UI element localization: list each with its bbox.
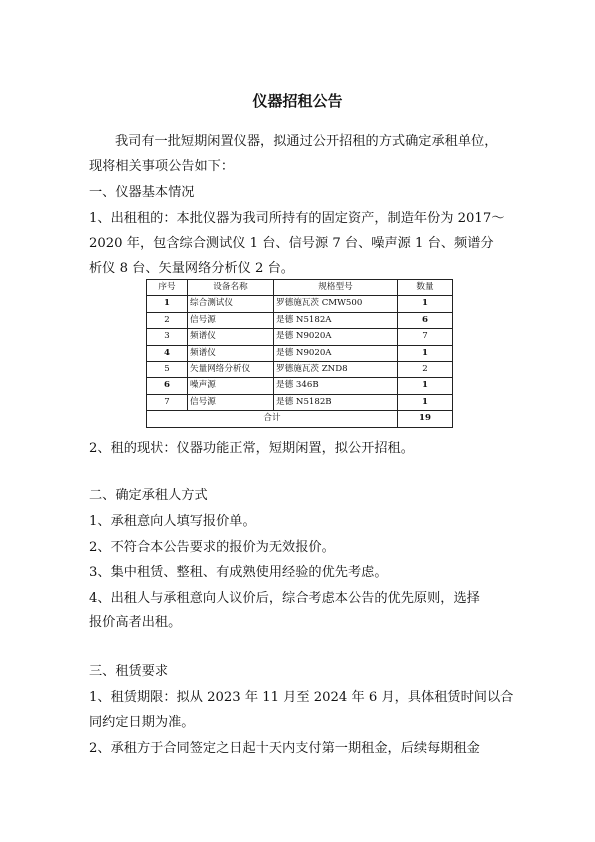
cell-qty: 1 bbox=[398, 394, 453, 410]
cell-name: 噪声源 bbox=[188, 378, 274, 394]
cell-no: 1 bbox=[147, 296, 188, 312]
table-row bbox=[147, 362, 453, 378]
table-row bbox=[147, 312, 453, 328]
cell-name: 矢量网络分析仪 bbox=[188, 362, 274, 378]
table-row bbox=[147, 378, 453, 394]
cell-model: 是德 N5182B bbox=[274, 394, 398, 410]
cell-model: 是德 N9020A bbox=[274, 345, 398, 361]
cell-name: 综合测试仪 bbox=[188, 296, 274, 312]
section3-item1-line1: 1、租赁期限：拟从 2023 年 11 月至 2024 年 6 月，具体租赁时间以合 bbox=[89, 690, 514, 705]
cell-qty: 1 bbox=[398, 378, 453, 394]
section2-item3: 3、集中租赁、整租、有成熟使用经验的优先考虑。 bbox=[89, 565, 388, 580]
section2-item1: 1、承租意向人填写报价单。 bbox=[89, 514, 256, 529]
cell-no: 7 bbox=[147, 394, 188, 410]
section3-heading: 三、租赁要求 bbox=[89, 664, 169, 679]
header-name: 设备名称 bbox=[188, 280, 274, 296]
cell-no: 2 bbox=[147, 312, 188, 328]
cell-model: 罗德施瓦茨 CMW500 bbox=[274, 296, 398, 312]
table-header-row bbox=[147, 280, 453, 296]
section3-item1-line2: 同约定日期为准。 bbox=[89, 715, 195, 730]
header-no: 序号 bbox=[147, 280, 188, 296]
cell-name: 频谱仪 bbox=[188, 329, 274, 345]
table-row bbox=[147, 345, 453, 361]
table-row bbox=[147, 394, 453, 410]
section2-item4-line2: 报价高者出租。 bbox=[89, 615, 182, 630]
total-qty: 19 bbox=[398, 411, 453, 427]
section2-item2: 2、不符合本公告要求的报价为无效报价。 bbox=[89, 540, 335, 555]
section1-item1-line1: 1、出租租的：本批仪器为我司所持有的固定资产，制造年份为 2017～ bbox=[89, 211, 505, 226]
section2-item4-line1: 4、出租人与承租意向人议价后，综合考虑本公告的优先原则，选择 bbox=[89, 591, 480, 606]
table-total-row bbox=[147, 411, 453, 427]
section1-item2: 2、租的现状：仪器功能正常，短期闲置，拟公开招租。 bbox=[89, 441, 414, 456]
section1-item1-line3: 析仪 8 台、矢量网络分析仪 2 台。 bbox=[89, 261, 294, 276]
equipment-table bbox=[146, 279, 453, 428]
document-title: 仪器招租公告 bbox=[252, 92, 343, 110]
cell-name: 频谱仪 bbox=[188, 345, 274, 361]
intro-line-1: 我司有一批短期闲置仪器，拟通过公开招租的方式确定承租单位， bbox=[115, 134, 498, 149]
cell-model: 是德 N5182A bbox=[274, 312, 398, 328]
cell-model: 是德 N9020A bbox=[274, 329, 398, 345]
cell-no: 3 bbox=[147, 329, 188, 345]
cell-qty: 6 bbox=[398, 312, 453, 328]
header-model: 规格型号 bbox=[274, 280, 398, 296]
cell-name: 信号源 bbox=[188, 394, 274, 410]
cell-qty: 1 bbox=[398, 296, 453, 312]
cell-no: 5 bbox=[147, 362, 188, 378]
cell-qty: 2 bbox=[398, 362, 453, 378]
cell-qty: 7 bbox=[398, 329, 453, 345]
section1-heading: 一、仪器基本情况 bbox=[89, 185, 195, 200]
cell-model: 罗德施瓦茨 ZND8 bbox=[274, 362, 398, 378]
cell-no: 6 bbox=[147, 378, 188, 394]
cell-model: 是德 346B bbox=[274, 378, 398, 394]
intro-line-2: 现将相关事项公告如下： bbox=[89, 159, 235, 174]
section1-item1-line2: 2020 年，包含综合测试仪 1 台、信号源 7 台、噪声源 1 台、频谱分 bbox=[89, 236, 494, 251]
table-row bbox=[147, 329, 453, 345]
section3-item2-line1: 2、承租方于合同签定之日起十天内支付第一期租金，后续每期租金 bbox=[89, 741, 480, 756]
table-row bbox=[147, 296, 453, 312]
cell-no: 4 bbox=[147, 345, 188, 361]
total-label: 合计 bbox=[147, 411, 398, 427]
cell-qty: 1 bbox=[398, 345, 453, 361]
header-qty: 数量 bbox=[398, 280, 453, 296]
cell-name: 信号源 bbox=[188, 312, 274, 328]
section2-heading: 二、确定承租人方式 bbox=[89, 488, 208, 503]
